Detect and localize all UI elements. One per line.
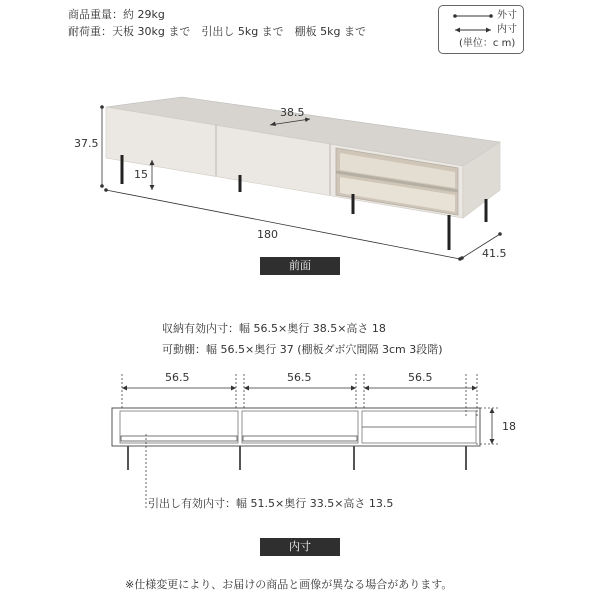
weight-spec: 商品重量：約 29kg [68, 8, 165, 21]
leg-height-dimension [150, 160, 155, 190]
inner-height-arrow [490, 408, 495, 444]
inner-width-2: 56.5 [287, 371, 312, 384]
shelf-dimensions: 可動棚：幅 56.5×奥行 37 (棚板ダボ穴間隔 3cm 3段階) [162, 343, 443, 356]
inner-view-label: 内寸 [260, 538, 340, 556]
legend-outer: 外寸 [497, 10, 517, 21]
legend-inner: 内寸 [497, 24, 517, 35]
legend-unit: (単位：c m) [459, 38, 516, 49]
height-label: 37.5 [74, 137, 99, 150]
drawer-depth-label: 38.5 [280, 106, 305, 119]
inner-width-arrows [122, 386, 477, 391]
storage-dimensions: 収納有効内寸：幅 56.5×奥行 38.5×高さ 18 [162, 322, 386, 335]
width-label: 180 [257, 228, 278, 241]
load-spec: 耐荷重：天板 30kg まで 引出し 5kg まで 棚板 5kg まで [68, 25, 367, 38]
front-view-label: 前面 [260, 257, 340, 275]
drawer-dimensions: 引出し有効内寸：幅 51.5×奥行 33.5×高さ 13.5 [148, 497, 394, 510]
front-elevation [112, 408, 480, 470]
inner-height-label: 18 [502, 420, 516, 433]
leg-height-label: 15 [134, 168, 148, 181]
inner-width-3: 56.5 [408, 371, 433, 384]
height-dimension [100, 105, 104, 188]
disclaimer-note: ※仕様変更により、お届けの商品と画像が異なる場合があります。 [125, 578, 453, 591]
depth-label: 41.5 [482, 247, 507, 260]
inner-width-1: 56.5 [165, 371, 190, 384]
